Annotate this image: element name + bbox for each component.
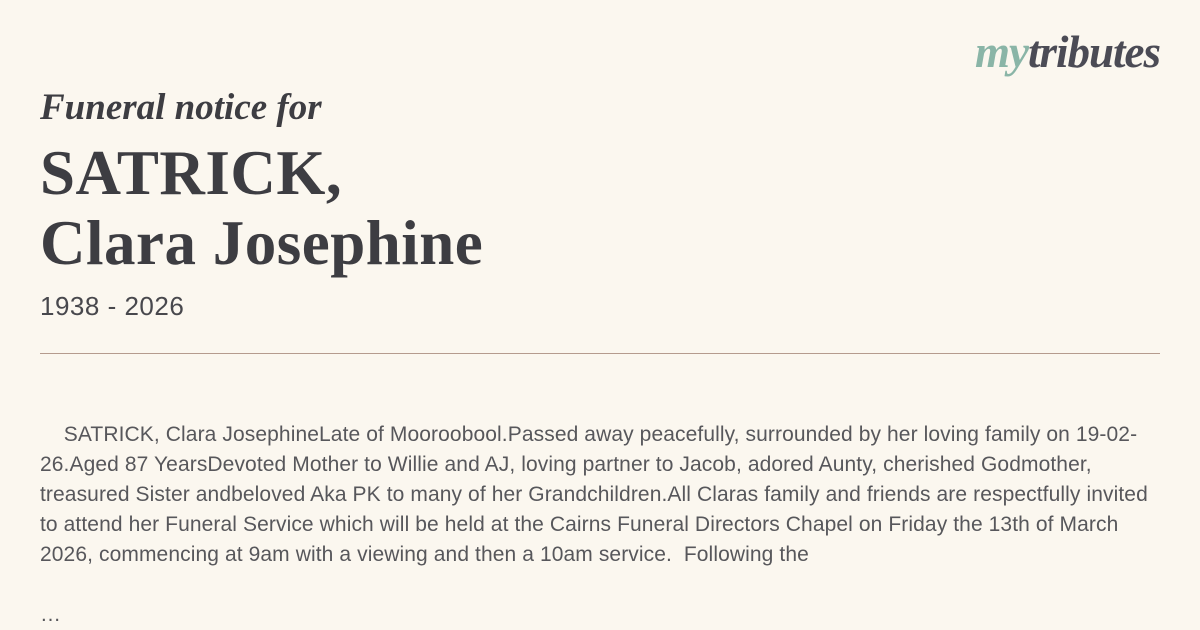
deceased-surname: SATRICK, bbox=[40, 138, 343, 208]
deceased-name bbox=[40, 138, 483, 278]
mytributes-logo bbox=[974, 27, 1160, 77]
notice-kicker: Funeral notice for bbox=[40, 87, 322, 128]
divider-line bbox=[40, 353, 1160, 354]
life-years: 1938 - 2026 bbox=[40, 291, 185, 321]
truncation-ellipsis: … bbox=[40, 603, 62, 626]
notice-body-text: SATRICK, Clara JosephineLate of Mooroobool.Passed away peacefully, surrounded by her loving family on 19-02-26.Aged 87 YearsDevoted Mother to Willie and AJ, loving partner to Jacob, adored Aunty, cherished Godmother, treasured Sister andbeloved Aka PK to many of her Grandchildren.All Claras family and friends are respectfully invited to attend her Funeral Service which will be held at the Cairns Funeral Directors Chapel on Friday the 13th of March 2026, commencing at 9am with a viewing and then a 10am service. Following the bbox=[40, 423, 1154, 566]
logo-suffix: tributes bbox=[1027, 27, 1160, 77]
notice-body bbox=[40, 390, 1154, 630]
logo-prefix: my bbox=[974, 27, 1028, 77]
deceased-given-names: Clara Josephine bbox=[40, 208, 484, 278]
